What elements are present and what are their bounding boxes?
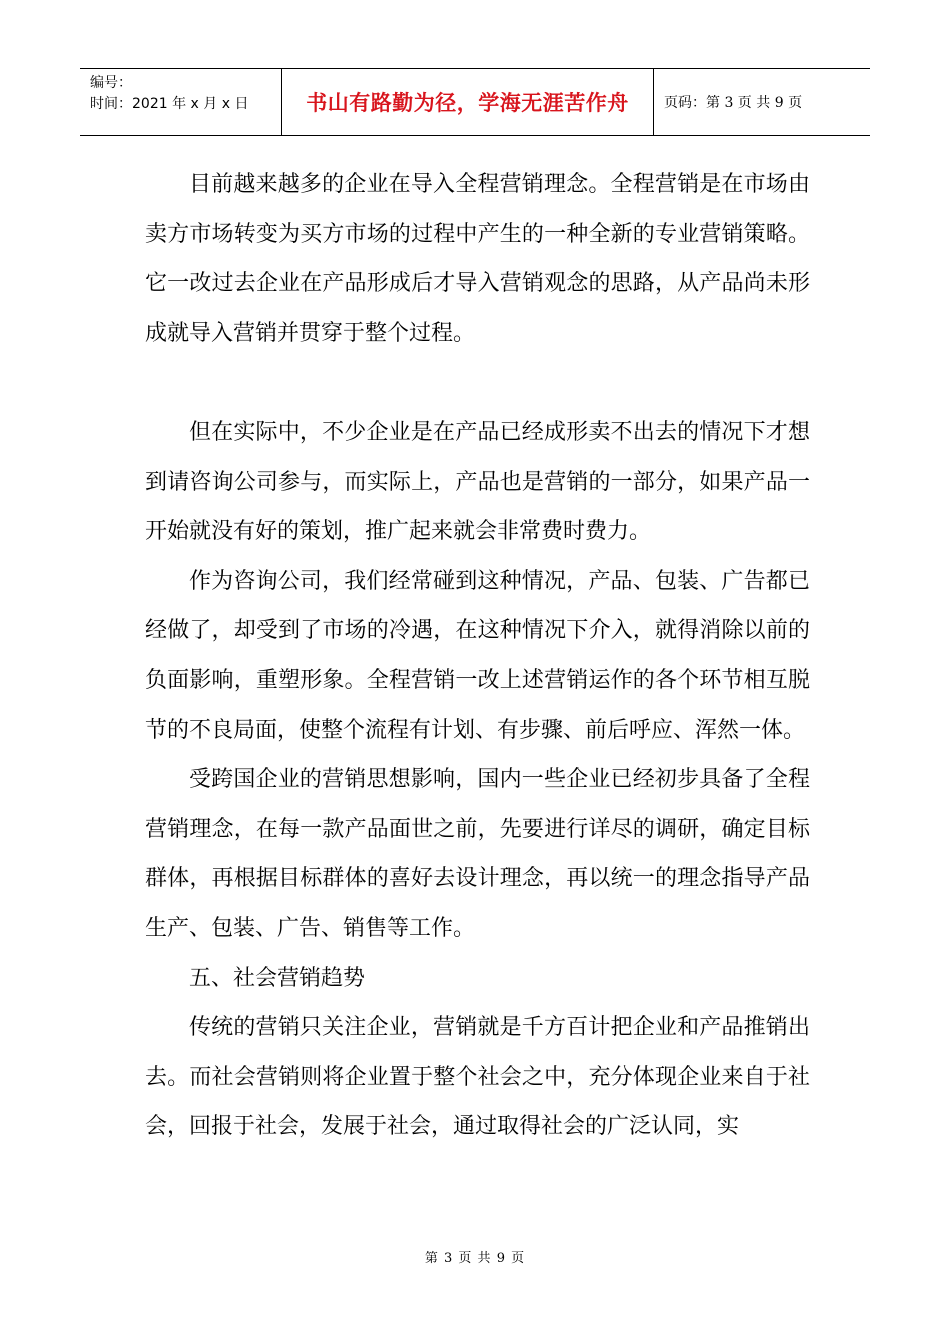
header-motto-cell: [282, 69, 654, 135]
header-meta-cell: [80, 69, 282, 135]
section-heading: 五、社会营销趋势: [189, 965, 366, 991]
paragraph-gap: [145, 358, 810, 408]
header-motto: 书山有路勤为径，学海无涯苦作舟: [306, 90, 629, 115]
document-body: [145, 160, 810, 1152]
header-page-cell: [654, 69, 870, 135]
body-paragraph: 传统的营销只关注企业，营销就是千方百计把企业和产品推销出去。而社会营销则将企业置于整个社会之中，充分体现企业来自于社会，回报于社会，发展于社会，通过取得社会的广泛认同，实: [145, 1015, 810, 1140]
document-number-label: 编号：: [90, 75, 132, 91]
page-footer: 第 3 页 共 9 页: [424, 1251, 526, 1266]
body-paragraph: 作为咨询公司，我们经常碰到这种情况，产品、包装、广告都已经做了，却受到了市场的冷遇，在这种情况下介入，就得消除以前的负面影响，重塑形象。全程营销一改上述营销运作的各个环节相互脱节的不良局面，使整个流程有计划、有步骤、前后呼应、浑然一体。: [145, 568, 810, 743]
document-header: [80, 68, 870, 136]
header-page-info: 页码：第 3 页 共 9 页: [664, 95, 803, 111]
body-paragraph: 但在实际中，不少企业是在产品已经成形卖不出去的情况下才想到请咨询公司参与，而实际上，产品也是营销的一部分，如果产品一开始就没有好的策划，推广起来就会非常费时费力。: [145, 419, 810, 545]
document-date-label: 时间：2021 年 x 月 x 日: [90, 96, 249, 112]
body-paragraph: 受跨国企业的营销思想影响，国内一些企业已经初步具备了全程营销理念，在每一款产品面世之前，先要进行详尽的调研，确定目标群体，再根据目标群体的喜好去设计理念，再以统一的理念指导产品生产、包装、广告、销售等工作。: [145, 767, 810, 941]
body-paragraph: 目前越来越多的企业在导入全程营销理念。全程营销是在市场由卖方市场转变为买方市场的过程中产生的一种全新的专业营销策略。它一改过去企业在产品形成后才导入营销观念的思路，从产品尚未形成就导入营销并贯穿于整个过程。: [145, 172, 810, 346]
